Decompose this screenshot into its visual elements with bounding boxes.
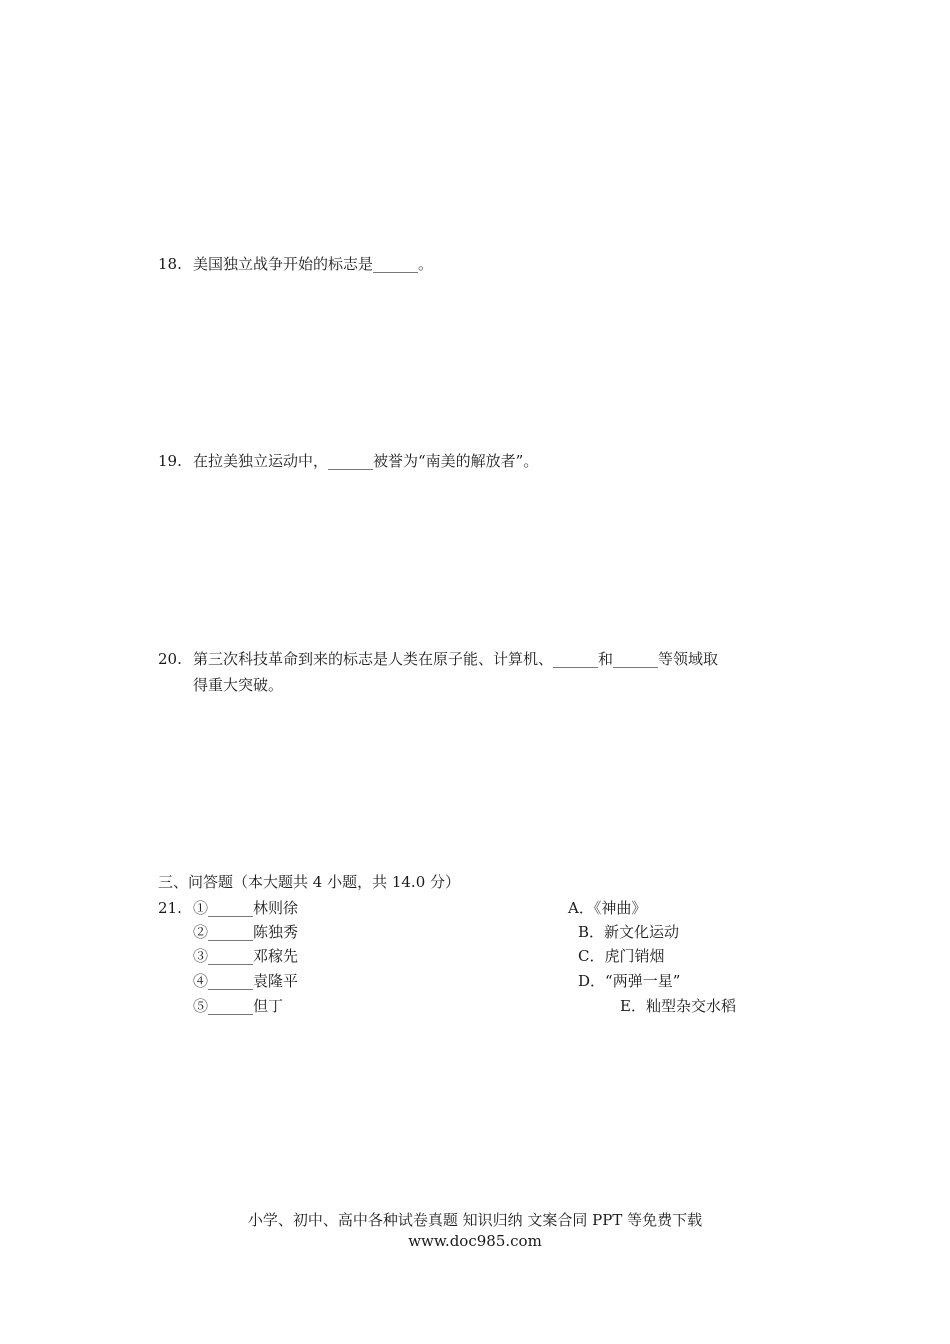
match-left-item: ⑤______但丁: [193, 997, 284, 1015]
match-right-option: D．“两弹一星”: [578, 972, 681, 990]
question-20-line-1: 第三次科技革命到来的标志是人类在原子能、计算机、______和______等领域取: [193, 650, 719, 668]
match-left-item: ②______陈独秀: [193, 923, 299, 941]
match-right-option: A．《神曲》: [568, 899, 647, 917]
match-left-item: ③______邓稼先: [193, 947, 299, 965]
question-19-text: 在拉美独立运动中，______被誉为“南美的解放者”。: [193, 452, 539, 470]
question-20-line-2: 得重大突破。: [193, 676, 284, 694]
match-right-option: B．新文化运动: [578, 923, 680, 941]
section-3-heading: 三、问答题（本大题共 4 小题，共 14.0 分）: [158, 873, 461, 891]
footer-promo-text: 小学、初中、高中各种试卷真题 知识归纳 文案合同 PPT 等免费下载: [247, 1211, 703, 1229]
match-left-item: ①______林则徐: [193, 899, 299, 917]
match-right-option: E．籼型杂交水稻: [620, 997, 736, 1015]
question-21-number: 21.: [158, 899, 182, 917]
question-18-text: 美国独立战争开始的标志是______。: [193, 255, 434, 273]
match-left-item: ④______袁隆平: [193, 972, 299, 990]
footer-website: www.doc985.com: [408, 1232, 542, 1250]
question-19-number: 19.: [158, 452, 182, 470]
question-18-number: 18.: [158, 255, 182, 273]
question-20-number: 20.: [158, 650, 182, 668]
match-right-option: C．虎门销烟: [578, 947, 665, 965]
